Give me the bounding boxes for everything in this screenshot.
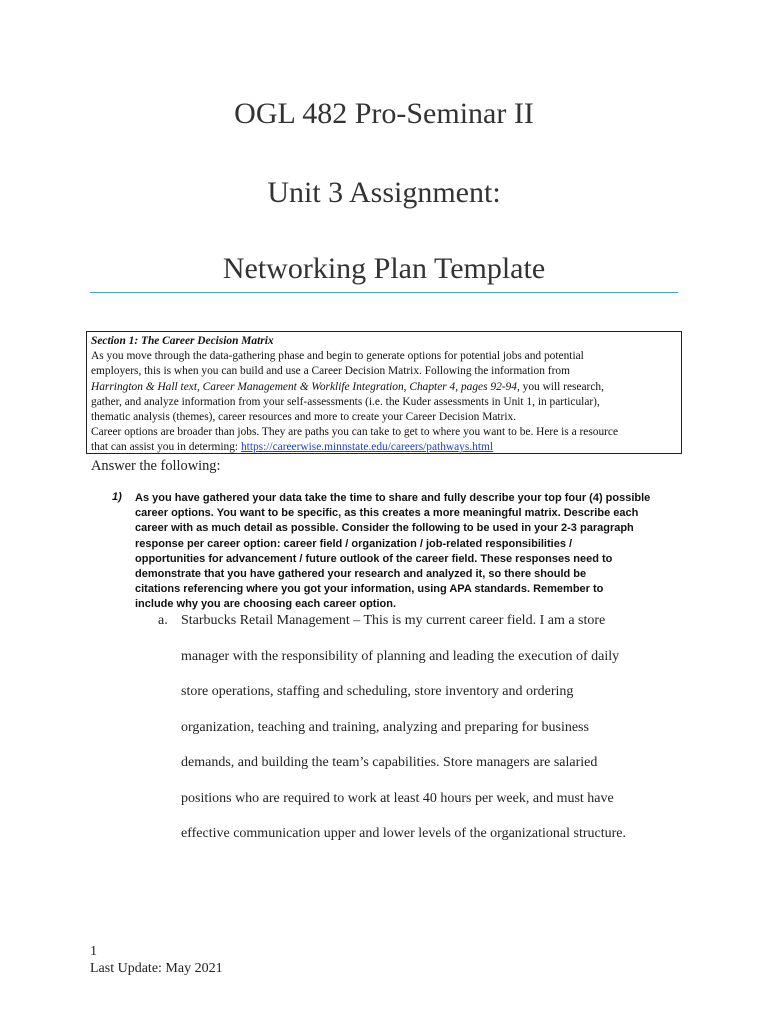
answer-a-marker: a. — [158, 613, 168, 628]
question-line: citations referencing where you got your information, using APA standards. Remember to — [135, 583, 604, 596]
question-line: response per career option: career field / organization / job-related responsibilities / — [135, 537, 573, 550]
section-1-line — [91, 380, 677, 395]
answer-intro: Answer the following: — [91, 458, 221, 474]
page-number: 1 — [90, 944, 97, 959]
section-1-line: employers, this is when you can build and use a Career Decision Matrix. Following the information from — [91, 365, 570, 378]
question-line: demonstrate that you have gathered your research and analyzed it, so there should be — [135, 568, 587, 581]
template-title: Networking Plan Template — [222, 252, 546, 285]
question-line: career options. You want to be specific, as this creates a more meaningful matrix. Describe each — [135, 507, 639, 520]
question-number: 1) — [112, 491, 122, 503]
textbook-reference: Harrington & Hall text, Career Management & Worklife Integration, Chapter 4, pages 92-94 — [91, 380, 517, 393]
course-title: OGL 482 Pro-Seminar II — [234, 97, 534, 130]
section-1-title: Section 1: The Career Decision Matrix — [91, 335, 274, 347]
answer-a-text — [181, 612, 681, 861]
pathways-link[interactable]: https://careerwise.minnstate.edu/careers/pathways.html — [240, 441, 494, 454]
last-update: Last Update: May 2021 — [90, 961, 223, 976]
section-1-line: thematic analysis (themes), career resources and more to create your Career Decision Matrix. — [91, 411, 517, 424]
section-1-box — [86, 331, 682, 454]
question-line: include why you are choosing each career option. — [135, 598, 397, 611]
answer-line: Starbucks Retail Management – This is my current career field. I am a store — [181, 613, 606, 628]
question-line: As you have gathered your data take the time to share and fully describe your top four (4) possible — [135, 492, 651, 504]
section-1-line: As you move through the data-gathering phase and begin to generate options for potential jobs and potential — [91, 350, 584, 363]
answer-line: positions who are required to work at least 40 hours per week, and must have — [181, 790, 614, 806]
section-1-line: Career options are broader than jobs. They are paths you can take to get to where you want to be. Here is a resource — [91, 426, 619, 439]
section-1-text: , you will research, — [516, 380, 604, 393]
section-1-text: that can assist you in determing: — [91, 441, 241, 454]
answer-line: organization, teaching and training, analyzing and preparing for business — [181, 719, 589, 735]
question-line: opportunities for advancement / future outlook of the career field. These responses need to — [135, 552, 613, 565]
answer-line: store operations, staffing and scheduling, store inventory and ordering — [181, 684, 574, 699]
unit-title: Unit 3 Assignment: — [267, 176, 501, 209]
question-line: career with as much detail as possible. Consider the following to be used in your 2-3 paragraph — [135, 522, 634, 535]
section-1-line: gather, and analyze information from your self-assessments (i.e. the Kuder assessments in Unit 1, in particular), — [91, 395, 600, 408]
question-1-text — [135, 491, 675, 613]
answer-line: manager with the responsibility of planning and leading the execution of daily — [181, 648, 620, 664]
title-divider — [90, 292, 678, 293]
answer-line: demands, and building the team’s capabilities. Store managers are salaried — [181, 755, 598, 770]
section-1-line — [91, 440, 677, 455]
answer-line: effective communication upper and lower levels of the organizational structure. — [181, 826, 626, 841]
